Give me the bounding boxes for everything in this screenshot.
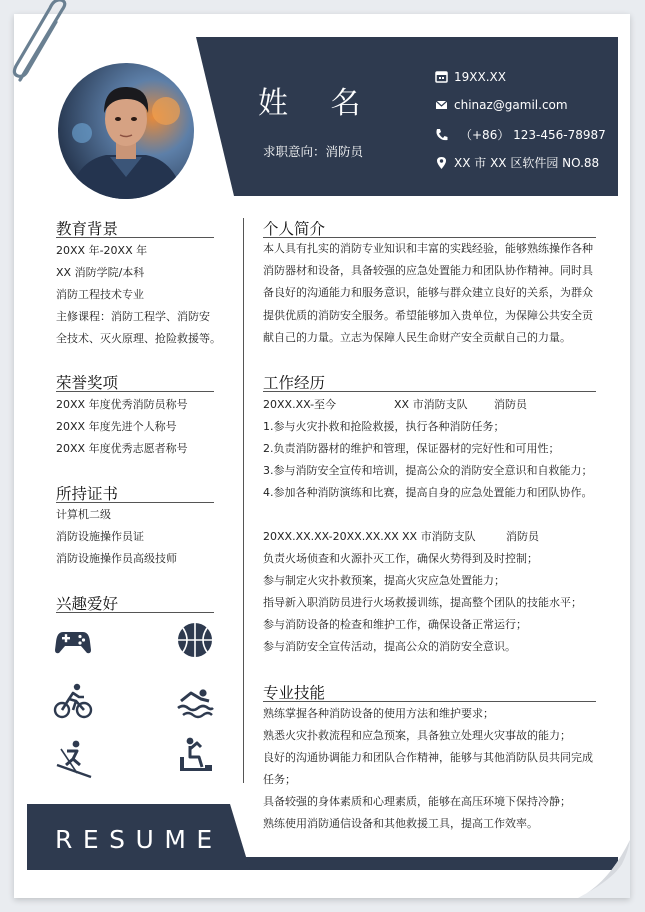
email-text: chinaz@gamil.com [454,98,568,112]
certs-title: 所持证书 [56,485,119,503]
job2-line: 参与消防安全宣传活动，提高公众的消防安全意识。 [263,640,516,653]
job1-role: 消防员 [494,398,527,411]
skills-rule [263,701,596,702]
job2-role: 消防员 [506,530,539,543]
footer-bar [232,857,618,870]
cycling-icon [53,681,93,721]
hobbies-rule [56,612,214,613]
cert-line: 消防设施操作员证 [56,530,144,543]
paperclip-icon [6,0,76,85]
address-text: XX 市 XX 区软件园 NO.88 [454,156,600,170]
job2-line: 负责火场侦查和火源扑灭工作，确保火势得到及时控制； [263,552,538,565]
education-title: 教育背景 [56,220,119,238]
location-pin-icon [434,156,450,170]
job1-line: 1.参与火灾扑救和抢险救援，执行各种消防任务； [263,420,505,433]
honors-rule [56,391,214,392]
job1-date: 20XX.XX-至今 [263,398,337,411]
skill-line: 熟练使用消防通信设备和其他救援工具，提高工作效率。 [263,817,538,830]
work-rule [263,391,596,392]
mail-icon [434,98,450,112]
certs-rule [56,502,214,503]
address [434,154,599,171]
skill-line: 熟练掌握各种消防设备的使用方法和维护要求； [263,707,494,720]
gamepad-icon [53,620,93,660]
job2-date: 20XX.XX.XX-20XX.XX.XX [263,530,399,543]
honor-line: 20XX 年度先进个人称号 [56,420,177,433]
job1-line: 2.负责消防器材的维护和管理，保证器材的完好性和可用性； [263,442,560,455]
column-divider [243,218,244,783]
work-title: 工作经历 [263,374,326,392]
candidate-name: 姓 名 [258,86,378,121]
skill-line: 任务； [263,773,296,786]
skills-title: 专业技能 [263,684,326,702]
job1-org: XX 市消防支队 [394,398,468,411]
cert-line: 消防设施操作员高级技师 [56,552,177,565]
education-line: 全技术、灭火原理、抢险救援等。 [56,332,221,345]
job-intent: 求职意向：消防员 [263,144,364,159]
cert-line: 计算机二级 [56,508,111,521]
email[interactable] [434,98,568,112]
profile-text: 本人具有扎实的消防专业知识和丰富的实践经验，能够熟练操作各种消防器材和设备，具备较强的应急处置能力和团队协作精神。同时具备良好的沟通能力和服务意识，能够与群众建立良好的关系，为群众提供优质的消防安全服务。希望能够加入贵单位，为保障公共安全贡献自己的力量。立志为保障人民生命财产安全贡献自己的力量。 [263,242,593,344]
honor-line: 20XX 年度优秀志愿者称号 [56,442,188,455]
birth-date-text: 19XX.XX [454,70,506,84]
education-line: 20XX 年-20XX 年 [56,244,148,257]
job2-line: 参与制定火灾扑救预案，提高火灾应急处置能力； [263,574,505,587]
job2-line: 参与消防设备的检查和维护工作，确保设备正常运行； [263,618,527,631]
skill-line: 良好的沟通协调能力和团队合作精神，能够与其他消防队员共同完成 [263,751,593,764]
birth-date [434,70,506,84]
hobbies-title: 兴趣爱好 [56,595,119,613]
skiing-icon [53,739,93,779]
page-curl [578,840,630,898]
education-line: 主修课程：消防工程学、消防安 [56,310,210,323]
job1-line: 3.参与消防安全宣传和培训，提高公众的消防安全意识和自救能力； [263,464,593,477]
education-rule [56,237,214,238]
skill-line: 熟悉火灾扑救流程和应急预案，具备独立处理火灾事故的能力； [263,729,571,742]
job1-line: 4.参加各种消防演练和比赛，提高自身的应急处置能力和团队协作。 [263,486,593,499]
skill-line: 具备较强的身体素质和心理素质，能够在高压环境下保持冷静； [263,795,571,808]
honor-line: 20XX 年度优秀消防员称号 [56,398,188,411]
profile-title: 个人简介 [263,220,326,238]
fitness-icon [175,735,215,775]
resume-label: RESUME [55,825,223,854]
job2-org: XX 市消防支队 [402,530,476,543]
basketball-icon [175,620,215,660]
phone-text: （+86） 123-456-78987 [460,128,606,142]
honors-title: 荣誉奖项 [56,374,119,392]
phone-icon [434,128,450,142]
profile-photo [58,63,194,199]
education-line: XX 消防学院/本科 [56,266,145,279]
phone[interactable] [434,126,606,143]
education-line: 消防工程技术专业 [56,288,144,301]
swimming-icon [175,681,215,721]
calendar-icon [434,70,450,84]
job2-line: 指导新入职消防员进行火场救援训练，提高整个团队的技能水平； [263,596,582,609]
